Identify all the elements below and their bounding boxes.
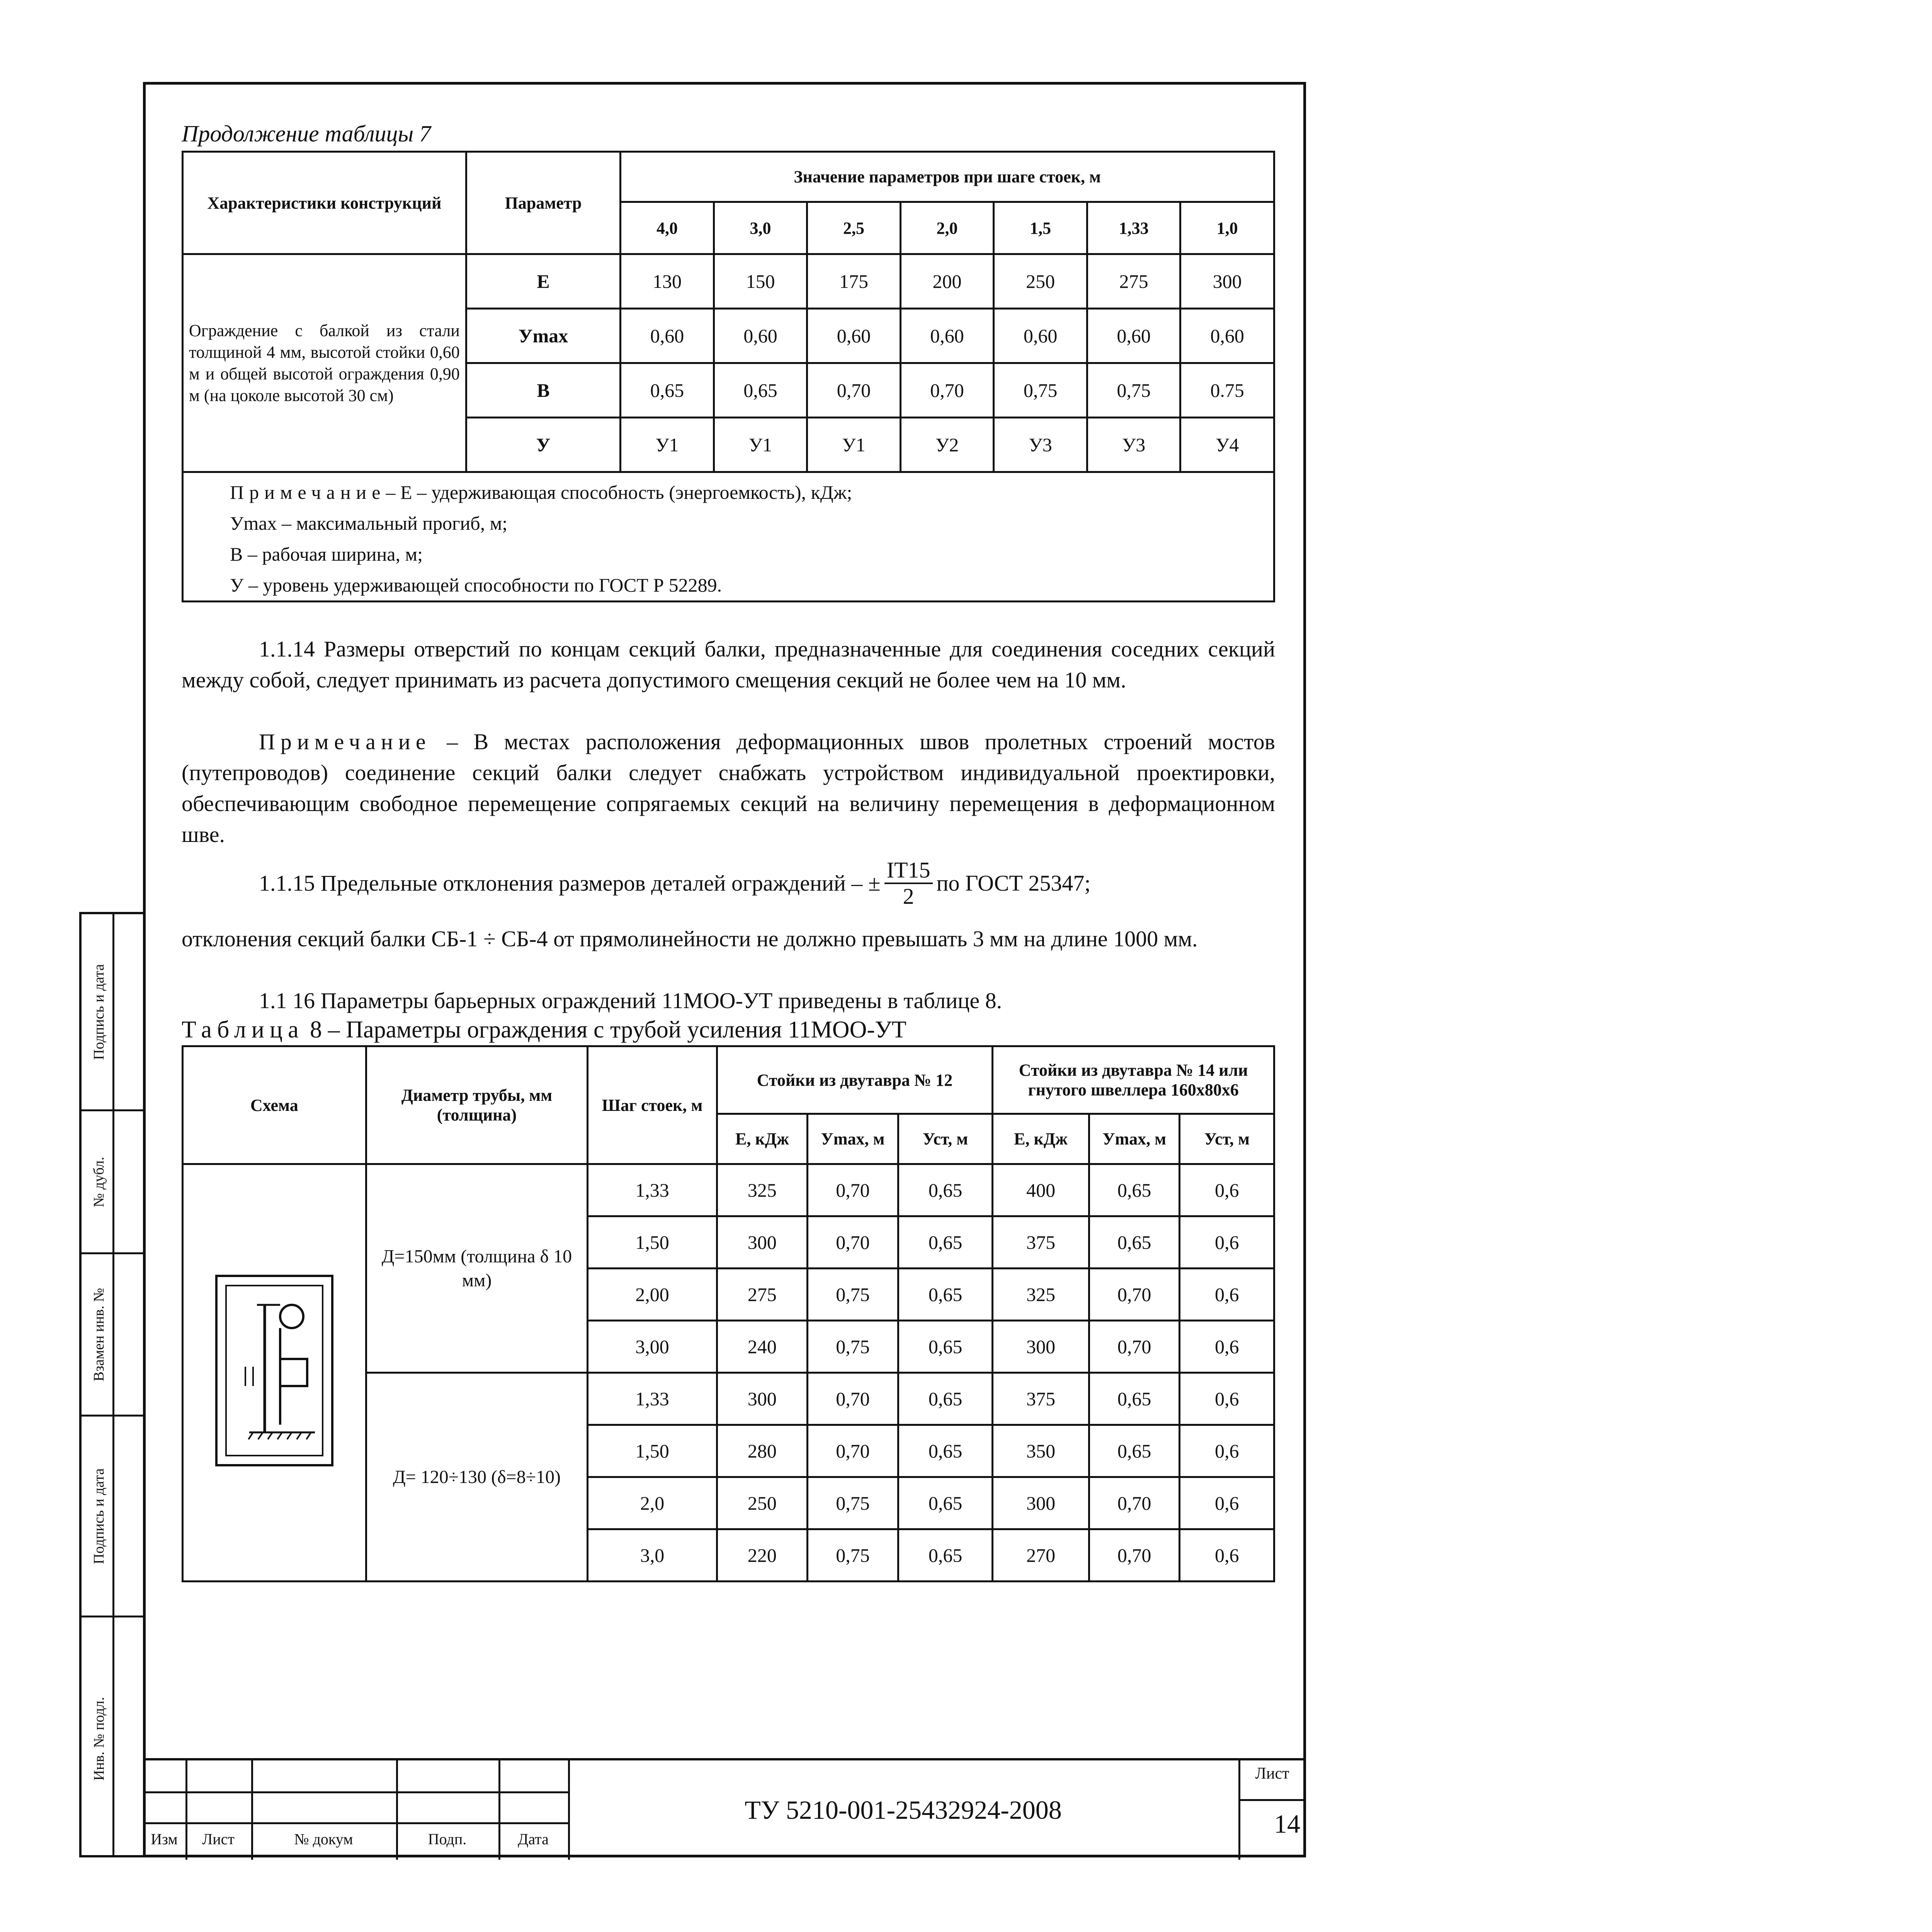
t7-head-construction: Характеристики конструкций xyxy=(183,152,466,254)
t8-cell: 0,65 xyxy=(1089,1164,1180,1216)
sheet-number: 14 xyxy=(1274,1809,1300,1838)
t8-sub: Уmax, м xyxy=(808,1114,898,1164)
paragraph-1-1-15 xyxy=(259,858,1275,909)
side-label: Подпись и дата xyxy=(91,964,107,1060)
paragraph-note xyxy=(182,726,1275,850)
t8-cell: 0,75 xyxy=(808,1321,898,1373)
t8-cell: 300 xyxy=(993,1477,1089,1529)
t8-cell: 1,33 xyxy=(588,1373,717,1425)
t7-cell: У1 xyxy=(714,418,807,472)
document-code: ТУ 5210-001-25432924-2008 xyxy=(745,1795,1062,1825)
t7-note-line4: У – уровень удерживающей способности по ГОСТ Р 52289. xyxy=(230,574,722,596)
table8 xyxy=(182,1045,1275,1582)
t7-cell: 0,75 xyxy=(994,363,1087,418)
t7-cell: 275 xyxy=(1087,254,1180,309)
t8-cell: 250 xyxy=(717,1477,808,1529)
side-cell-signature-2 xyxy=(82,1417,143,1617)
t8-cell: 280 xyxy=(717,1425,808,1477)
t8-cell: 0,65 xyxy=(898,1373,993,1425)
t7-cell: 0,60 xyxy=(807,309,901,363)
fraction-numerator: IT15 xyxy=(884,858,933,884)
t7-cell: 0,65 xyxy=(714,363,807,418)
table8-caption-title: 8 – Параметры ограждения с трубой усиления 11МОО-УТ xyxy=(304,1017,906,1043)
t8-cell: 0,65 xyxy=(898,1216,993,1269)
t8-cell: 0,70 xyxy=(808,1425,898,1477)
t8-head-group-12: Стойки из двутавра № 12 xyxy=(717,1046,993,1114)
t8-cell: 0,70 xyxy=(808,1216,898,1269)
t8-cell: 0,6 xyxy=(1180,1269,1274,1321)
t7-note-line2: – максимальный прогиб, м; xyxy=(277,512,508,534)
t8-cell: 0,65 xyxy=(1089,1373,1180,1425)
t7-cell: 300 xyxy=(1180,254,1274,309)
t7-cell: 150 xyxy=(714,254,807,309)
side-stamp xyxy=(79,912,143,1857)
t7-cell: 0,60 xyxy=(900,309,994,363)
t8-cell: 0,6 xyxy=(1180,1477,1274,1529)
t7-step: 2,5 xyxy=(807,202,901,254)
t8-cell: 0,6 xyxy=(1180,1164,1274,1216)
t8-sub: Уст, м xyxy=(898,1114,993,1164)
t7-step: 4,0 xyxy=(621,202,714,254)
t8-diameter: Д=150мм (толщина δ 10 мм) xyxy=(366,1164,588,1373)
t8-cell: 300 xyxy=(717,1216,808,1269)
sheet-label: Лист xyxy=(1255,1765,1289,1782)
t7-cell: У2 xyxy=(900,418,994,472)
t7-cell: 130 xyxy=(621,254,714,309)
t7-step: 3,0 xyxy=(714,202,807,254)
t7-step: 1,0 xyxy=(1180,202,1274,254)
barrier-scheme-drawing xyxy=(211,1270,338,1471)
side-cell-inv xyxy=(82,1617,143,1860)
t8-cell: 270 xyxy=(993,1529,1089,1582)
t8-cell: 350 xyxy=(993,1425,1089,1477)
t8-cell: 0,70 xyxy=(1089,1321,1180,1373)
table8-caption-label: Таблица xyxy=(182,1017,304,1043)
t8-cell: 325 xyxy=(717,1164,808,1216)
t8-cell: 0,65 xyxy=(898,1164,993,1216)
t7-note xyxy=(183,472,1274,602)
t8-cell: 0,65 xyxy=(898,1477,993,1529)
t7-cell: 0,65 xyxy=(621,363,714,418)
t8-cell: 0,6 xyxy=(1180,1425,1274,1477)
t7-cell: 200 xyxy=(900,254,994,309)
t7-note-label: Примечание xyxy=(230,481,386,503)
t8-cell: 0,70 xyxy=(1089,1269,1180,1321)
p1115-text-b: по ГОСТ 25347; xyxy=(936,871,1091,896)
t8-cell: 0,6 xyxy=(1180,1321,1274,1373)
note-label: Примечание xyxy=(259,729,431,754)
t8-cell: 275 xyxy=(717,1269,808,1321)
t8-cell: 0,65 xyxy=(898,1269,993,1321)
t8-cell: 375 xyxy=(993,1373,1089,1425)
side-cell-signature-1 xyxy=(82,914,143,1111)
t7-cell: 0.75 xyxy=(1180,363,1274,418)
p1115-text-a: 1.1.15 Предельные отклонения размеров деталей ограждений – ± xyxy=(259,871,881,896)
t7-step: 1,33 xyxy=(1087,202,1180,254)
t8-cell: 0,70 xyxy=(1089,1529,1180,1582)
t8-cell: 0,6 xyxy=(1180,1529,1274,1582)
table7 xyxy=(182,151,1275,602)
t8-sub: Уmax, м xyxy=(1089,1114,1180,1164)
t7-head-group: Значение параметров при шаге стоек, м xyxy=(621,152,1274,202)
t8-head-scheme: Схема xyxy=(183,1046,366,1164)
t7-note-line3: В – рабочая ширина, м; xyxy=(230,543,423,565)
t7-param: Уmax xyxy=(466,309,620,363)
t8-cell: 0,70 xyxy=(1089,1477,1180,1529)
t7-cell: У4 xyxy=(1180,418,1274,472)
t8-cell: 325 xyxy=(993,1269,1089,1321)
t7-param: В xyxy=(466,363,620,418)
t7-cell: 0,60 xyxy=(714,309,807,363)
t8-cell: 300 xyxy=(993,1321,1089,1373)
side-cell-replace xyxy=(82,1254,143,1417)
t8-cell: 0,65 xyxy=(1089,1425,1180,1477)
side-label: Инв. № подл. xyxy=(91,1697,107,1781)
title-block xyxy=(143,1758,1306,1860)
t8-sub: Уст, м xyxy=(1180,1114,1274,1164)
t7-cell: 0,70 xyxy=(807,363,901,418)
t8-cell: 0,65 xyxy=(898,1321,993,1373)
paragraph-1-1-14: 1.1.14 Размеры отверстий по концам секций балки, предназначенные для соединения соседних секций между собой, следует принимать из расчета допустимого смещения секций не более чем на 10 мм. xyxy=(182,636,1275,692)
t8-cell: 0,70 xyxy=(808,1373,898,1425)
t8-head-group-14: Стойки из двутавра № 14 или гнутого швеллера 160х80х6 xyxy=(993,1046,1274,1114)
t8-cell: 375 xyxy=(993,1216,1089,1269)
t7-cell: 0,60 xyxy=(1180,309,1274,363)
t8-cell: 0,6 xyxy=(1180,1216,1274,1269)
col-list: Лист xyxy=(202,1830,235,1848)
side-label: Подпись и дата xyxy=(91,1468,107,1564)
t7-cell: У1 xyxy=(621,418,714,472)
t7-param: У xyxy=(466,418,620,472)
side-label: Взамен инв. № xyxy=(91,1287,107,1381)
col-sign: Подп. xyxy=(428,1830,467,1848)
t8-cell: 0,65 xyxy=(898,1425,993,1477)
fraction-denominator: 2 xyxy=(903,884,914,909)
t7-cell: 0,70 xyxy=(900,363,994,418)
t8-diameter: Д= 120÷130 (δ=8÷10) xyxy=(366,1373,588,1582)
t7-note-line1: – Е – удерживающая способность (энергоемкость), кДж; xyxy=(386,481,852,503)
paragraph-1-1-15-cont: отклонения секций балки СБ-1 ÷ СБ-4 от прямолинейности не должно превышать 3 мм на длине 1000 мм. xyxy=(182,926,1198,951)
t8-cell: 1,50 xyxy=(588,1216,717,1269)
side-cell-dup xyxy=(82,1111,143,1254)
t8-cell: 400 xyxy=(993,1164,1089,1216)
t8-cell: 0,75 xyxy=(808,1477,898,1529)
t8-cell: 1,33 xyxy=(588,1164,717,1216)
t8-cell: 240 xyxy=(717,1321,808,1373)
t8-cell: 300 xyxy=(717,1373,808,1425)
t7-cell: 0,60 xyxy=(994,309,1087,363)
t7-cell: 175 xyxy=(807,254,901,309)
t7-cell: У3 xyxy=(1087,418,1180,472)
t8-cell: 0,75 xyxy=(808,1529,898,1582)
t7-head-param: Параметр xyxy=(466,152,620,254)
t8-cell: 0,75 xyxy=(808,1269,898,1321)
t8-cell: 0,6 xyxy=(1180,1373,1274,1425)
t7-cell: 0,60 xyxy=(621,309,714,363)
t8-cell: 220 xyxy=(717,1529,808,1582)
t8-cell: 0,65 xyxy=(1089,1216,1180,1269)
t8-cell: 2,00 xyxy=(588,1269,717,1321)
t7-cell: У1 xyxy=(807,418,901,472)
t7-step: 2,0 xyxy=(900,202,994,254)
t8-cell: 0,65 xyxy=(898,1529,993,1582)
t7-note-sym: Уmax xyxy=(230,512,277,534)
side-label: № дубл. xyxy=(91,1156,107,1207)
t7-cell: 250 xyxy=(994,254,1087,309)
t8-sub: Е, кДж xyxy=(717,1114,808,1164)
paragraph-1-1-16: 1.1 16 Параметры барьерных ограждений 11МОО-УТ приведены в таблице 8. xyxy=(259,988,1002,1013)
t8-head-diameter: Диаметр трубы, мм (толщина) xyxy=(366,1046,588,1164)
note-body: – В местах расположения деформационных швов пролетных строений мостов (путепроводов) соединение секций балки следует снабжать устройством индивидуальной проектировки, обеспечивающим свободное перемещение сопрягаемых секций на величину перемещения в деформационном шве. xyxy=(182,729,1275,847)
t8-cell: 2,0 xyxy=(588,1477,717,1529)
t8-head-step: Шаг стоек, м xyxy=(588,1046,717,1164)
table8-caption xyxy=(182,1014,1275,1045)
t7-cell: 0,75 xyxy=(1087,363,1180,418)
t7-construction-desc: Ограждение с балкой из стали толщиной 4 мм, высотой стойки 0,60 м и общей высотой ограждения 0,90 м (на цоколе высотой 30 см) xyxy=(183,254,466,472)
t8-cell: 3,0 xyxy=(588,1529,717,1582)
col-date: Дата xyxy=(518,1830,549,1848)
col-izm: Изм xyxy=(151,1830,178,1848)
t8-cell: 1,50 xyxy=(588,1425,717,1477)
t8-scheme-cell xyxy=(183,1164,366,1582)
t7-cell: 0,60 xyxy=(1087,309,1180,363)
t7-param: Е xyxy=(466,254,620,309)
t7-cell: У3 xyxy=(994,418,1087,472)
t8-cell: 0,70 xyxy=(808,1164,898,1216)
col-doc: № докум xyxy=(294,1830,353,1848)
fraction xyxy=(884,858,933,909)
t8-cell: 3,00 xyxy=(588,1321,717,1373)
t7-step: 1,5 xyxy=(994,202,1087,254)
t8-sub: Е, кДж xyxy=(993,1114,1089,1164)
table7-caption: Продолжение таблицы 7 xyxy=(182,121,431,146)
